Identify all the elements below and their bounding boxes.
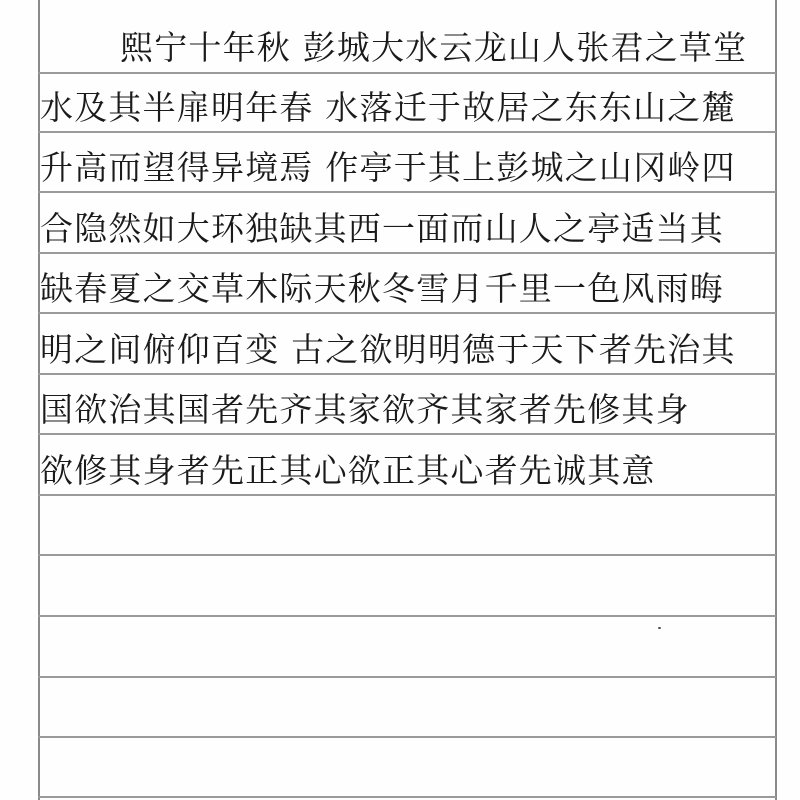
ruled-line xyxy=(38,796,776,798)
ruled-line xyxy=(38,736,776,738)
text-line-1: 熙宁十年秋 彭城大水云龙山人张君之草堂 xyxy=(120,28,748,67)
text-line-2: 水及其半扉明年春 水落迁于故居之东东山之麓 xyxy=(40,88,736,127)
ruled-line xyxy=(38,615,776,617)
text-line-8: 欲修其身者先正其心欲正其心者先诚其意 xyxy=(40,451,656,490)
right-margin-rule xyxy=(775,0,777,800)
ruled-line xyxy=(38,554,776,556)
text-line-7: 国欲治其国者先齐其家欲齐其家者先修其身 xyxy=(40,390,690,429)
text-line-6: 明之间俯仰百变 古之欲明明德于天下者先治其 xyxy=(40,330,736,369)
ruled-line xyxy=(38,676,776,678)
text-line-3: 升高而望得异境焉 作亭于其上彭城之山冈岭四 xyxy=(40,148,736,187)
text-line-5: 缺春夏之交草木际天秋冬雪月千里一色风雨晦 xyxy=(40,269,724,308)
ink-speck xyxy=(658,627,661,629)
text-line-4: 合隐然如大环独缺其西一面而山人之亭适当其 xyxy=(40,209,724,248)
